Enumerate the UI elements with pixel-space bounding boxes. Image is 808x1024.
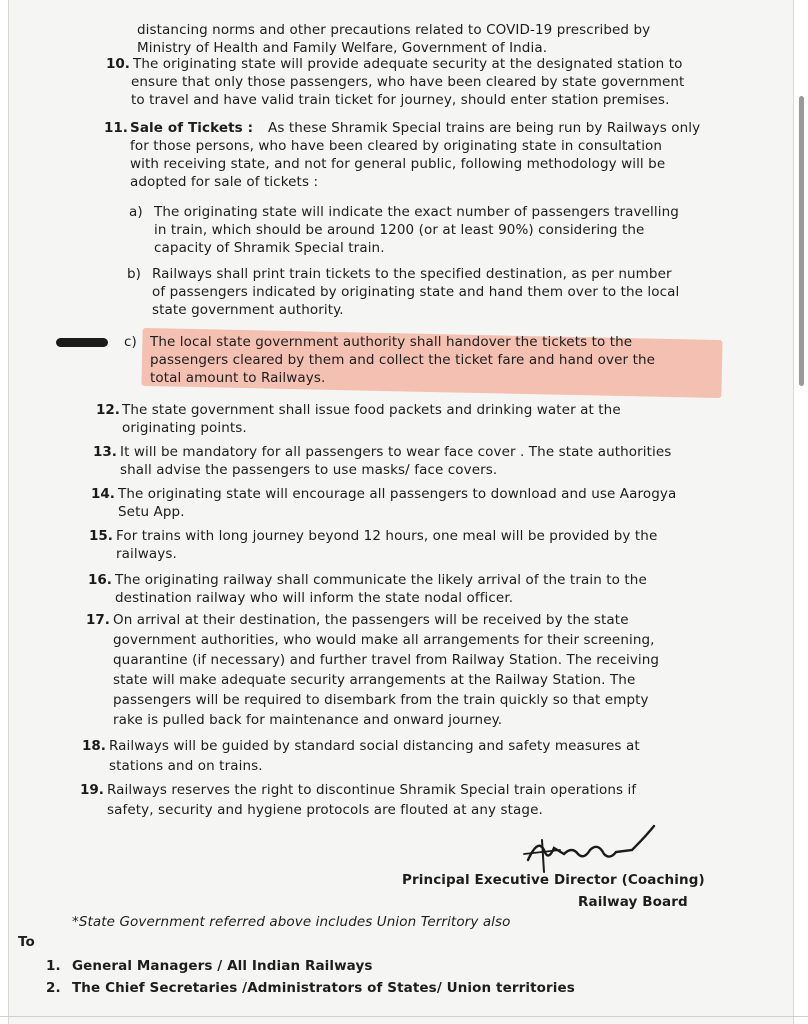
subitem-text: The originating state will indicate the exact number of passengers travelling xyxy=(154,204,679,220)
item-number: 10. xyxy=(106,56,130,72)
subitem-text: of passengers indicated by originating state and hand them over to the local xyxy=(152,284,680,300)
item-text: railways. xyxy=(116,546,177,562)
subitem-text: state government authority. xyxy=(152,302,344,318)
item-text: On arrival at their destination, the passengers will be received by the state xyxy=(113,612,629,628)
item-number: 15. xyxy=(89,528,113,544)
item-number: 11. xyxy=(104,120,128,136)
item-text: The originating railway shall communicate the likely arrival of the train to the xyxy=(115,572,647,588)
subitem-label: c) xyxy=(124,334,137,350)
item-number: 14. xyxy=(91,486,115,502)
highlighted-text: passengers cleared by them and collect the ticket fare and hand over the xyxy=(150,352,656,368)
item-text: It will be mandatory for all passengers to wear face cover . The state authorities xyxy=(120,444,672,460)
item-text: Setu App. xyxy=(118,504,185,520)
vertical-scrollbar[interactable] xyxy=(799,96,804,386)
item-number: 17. xyxy=(86,612,110,628)
item-text: Railways will be guided by standard social distancing and safety measures at xyxy=(109,738,640,754)
to-label: To xyxy=(18,934,35,950)
recipient-item: General Managers / All Indian Railways xyxy=(72,958,373,974)
item-text: The originating state will provide adequate security at the designated station to xyxy=(133,56,683,72)
item-text: for those persons, who have been cleared by originating state in consultation xyxy=(130,138,663,154)
signatory-title: Principal Executive Director (Coaching) xyxy=(402,872,705,888)
item-text: The originating state will encourage all passengers to download and use Aarogya xyxy=(118,486,677,502)
margin-marker xyxy=(56,338,108,347)
item-text: passengers will be required to disembark from the train quickly so that empty xyxy=(113,692,649,708)
highlighted-text: total amount to Railways. xyxy=(150,370,326,386)
highlighted-text: The local state government authority shall handover the tickets to the xyxy=(150,334,633,350)
item-text: state will make adequate security arrangements at the Railway Station. The xyxy=(113,672,636,688)
item-text: As these Shramik Special trains are being run by Railways only xyxy=(268,120,701,136)
item-text: to travel and have valid train ticket for journey, should enter station premises. xyxy=(131,92,670,108)
intro-line: Ministry of Health and Family Welfare, Government of India. xyxy=(137,40,548,56)
item-text: safety, security and hygiene protocols are flouted at any stage. xyxy=(107,802,543,818)
item-number: 13. xyxy=(93,444,117,460)
item-text: stations and on trains. xyxy=(109,758,263,774)
item-number: 19. xyxy=(80,782,104,798)
item-text: The state government shall issue food packets and drinking water at the xyxy=(122,402,621,418)
signature-graphic xyxy=(520,820,670,880)
item-number: 16. xyxy=(88,572,112,588)
signatory-org: Railway Board xyxy=(578,894,688,910)
page-bottom-border xyxy=(0,1016,808,1017)
item-text: ensure that only those passengers, who have been cleared by state government xyxy=(131,74,685,90)
subitem-text: capacity of Shramik Special train. xyxy=(154,240,385,256)
item-text: with receiving state, and not for general public, following methodology will be xyxy=(130,156,666,172)
item-text: originating points. xyxy=(122,420,247,436)
section-heading: Sale of Tickets : xyxy=(130,120,254,136)
item-text: adopted for sale of tickets : xyxy=(130,174,319,190)
item-text: government authorities, who would make all arrangements for their screening, xyxy=(113,632,655,648)
subitem-label: a) xyxy=(129,204,143,220)
item-text: shall advise the passengers to use masks/ face covers. xyxy=(120,462,498,478)
subitem-label: b) xyxy=(127,266,142,282)
item-text: quarantine (if necessary) and further travel from Railway Station. The receiving xyxy=(113,652,660,668)
item-text: Railways reserves the right to discontinue Shramik Special train operations if xyxy=(107,782,637,798)
recipient-number: 1. xyxy=(46,958,61,974)
item-text: For trains with long journey beyond 12 hours, one meal will be provided by the xyxy=(116,528,658,544)
item-text: rake is pulled back for maintenance and onward journey. xyxy=(113,712,503,728)
footnote: *State Government referred above includes Union Territory also xyxy=(72,914,511,930)
item-text: destination railway who will inform the state nodal officer. xyxy=(115,590,514,606)
recipient-item: The Chief Secretaries /Administrators of States/ Union territories xyxy=(72,980,575,996)
item-number: 18. xyxy=(82,738,106,754)
intro-line: distancing norms and other precautions related to COVID-19 prescribed by xyxy=(137,22,651,38)
subitem-text: in train, which should be around 1200 (or at least 90%) considering the xyxy=(154,222,645,238)
recipient-number: 2. xyxy=(46,980,61,996)
item-number: 12. xyxy=(96,402,120,418)
subitem-text: Railways shall print train tickets to the specified destination, as per number xyxy=(152,266,672,282)
